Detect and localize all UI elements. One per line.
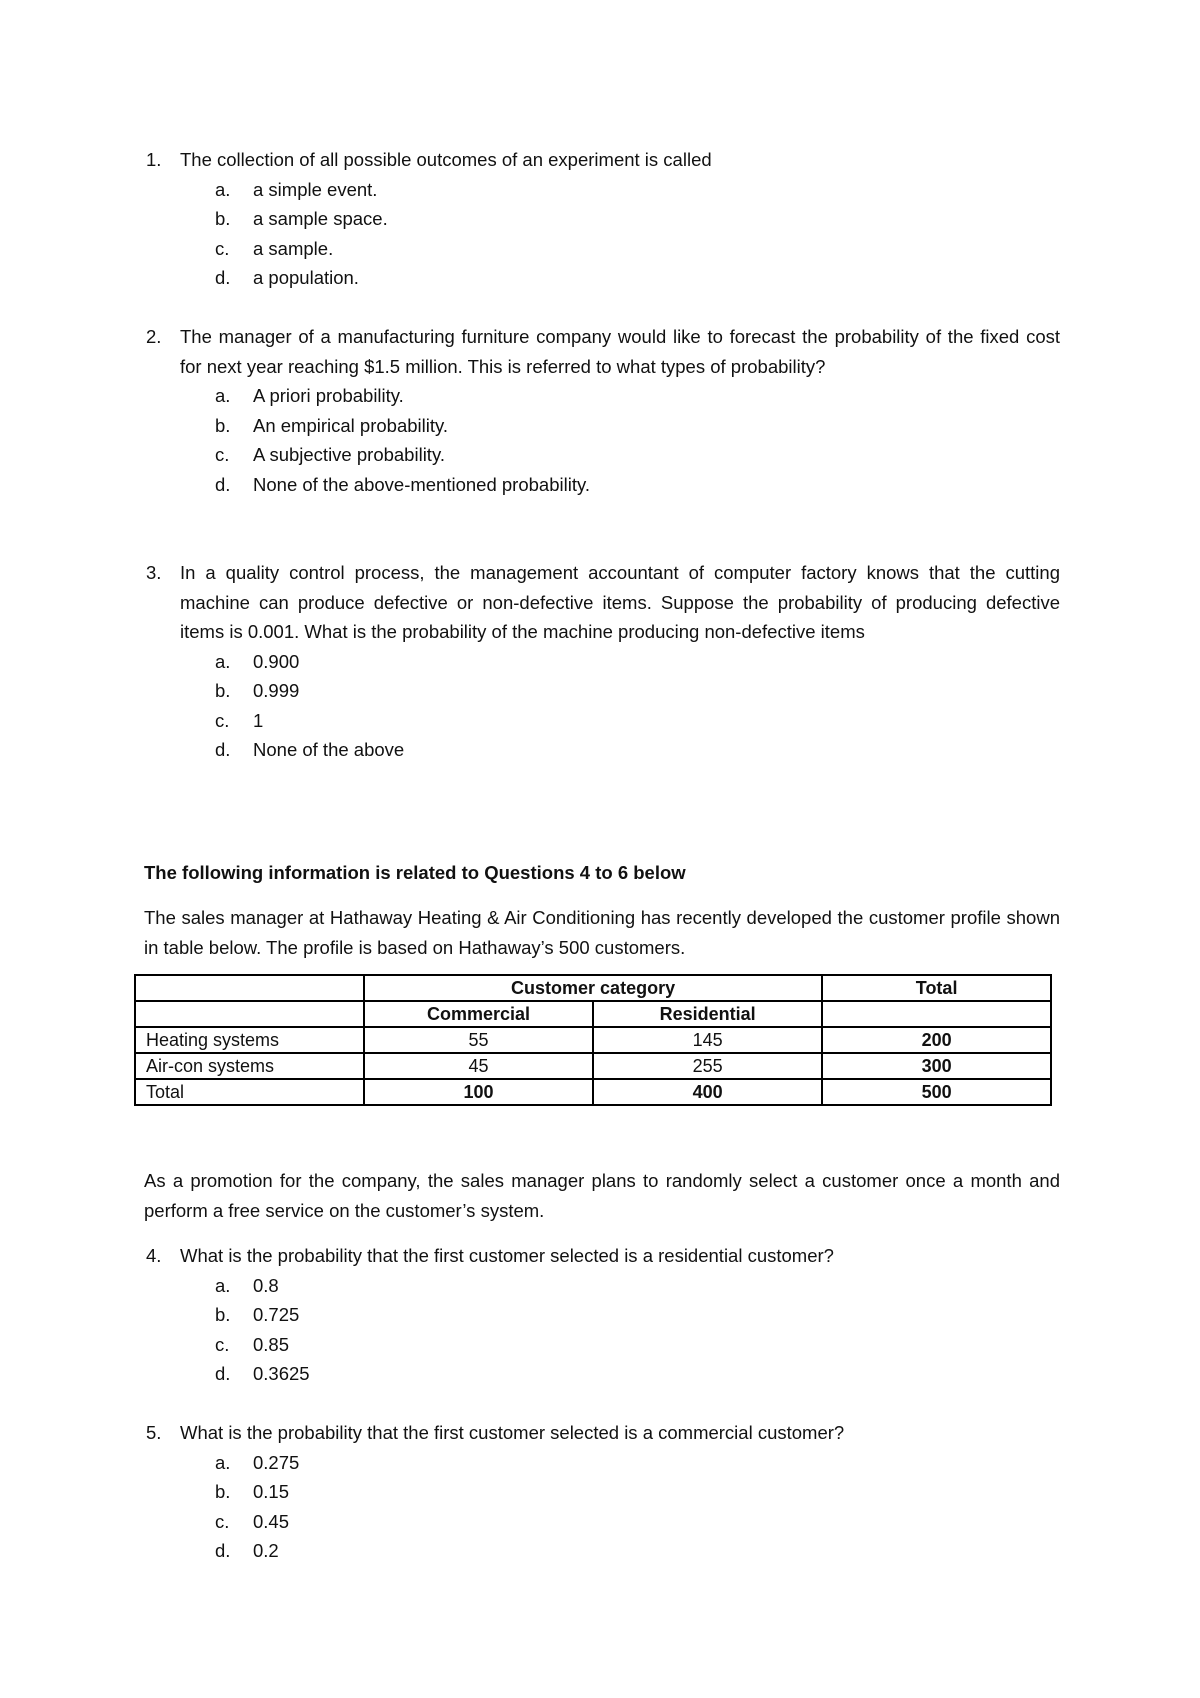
option-letter: a. <box>215 1451 231 1473</box>
question-number: 1. <box>146 149 162 170</box>
option-text: A priori probability. <box>253 385 404 406</box>
question-text: The manager of a manufacturing furniture company would like to forecast the probability of the fixed cost for next year reaching $1.5 million. This is referred to what types of probability? <box>180 326 1060 377</box>
option-text: 0.3625 <box>253 1363 310 1384</box>
option-letter: b. <box>215 1481 231 1502</box>
option-letter: b. <box>215 1304 231 1325</box>
option-text: A subjective probability. <box>253 444 445 465</box>
question-1 <box>146 145 1060 293</box>
option-letter: c. <box>215 237 230 259</box>
table-row <box>135 1027 1051 1053</box>
option-text: None of the above-mentioned probability. <box>253 473 590 495</box>
question-text: What is the probability that the first customer selected is a commercial customer? <box>180 1422 845 1443</box>
option-letter: c. <box>215 1333 230 1355</box>
option-b <box>180 411 1060 441</box>
table-subheader-empty <box>135 1001 364 1027</box>
option-a <box>180 1448 1060 1478</box>
option-list <box>180 647 1060 765</box>
option-letter: c. <box>215 444 230 465</box>
option-text: a population. <box>253 267 359 288</box>
cell-commercial: 55 <box>364 1027 593 1053</box>
cell-commercial: 100 <box>364 1079 593 1105</box>
question-number: 5. <box>146 1422 162 1443</box>
question-text: The collection of all possible outcomes of an experiment is called <box>180 149 712 170</box>
option-text: 0.8 <box>253 1274 279 1296</box>
option-a <box>180 175 1060 205</box>
option-d <box>180 1359 1060 1389</box>
option-c <box>180 1330 1060 1360</box>
option-c <box>180 1507 1060 1537</box>
option-a <box>180 1271 1060 1301</box>
question-number: 3. <box>146 562 162 583</box>
option-letter: a. <box>215 385 231 406</box>
promo-paragraph: As a promotion for the company, the sales manager plans to randomly select a customer once a month and perform a free service on the customer’s system. <box>144 1170 1060 1221</box>
question-text: What is the probability that the first customer selected is a residential customer? <box>180 1245 834 1266</box>
option-letter: b. <box>215 208 231 229</box>
option-text: a sample. <box>253 237 334 259</box>
option-list <box>180 381 1060 499</box>
question-3 <box>146 558 1060 765</box>
option-text: 0.15 <box>253 1481 290 1502</box>
cell-total: 200 <box>822 1027 1051 1053</box>
option-c <box>180 706 1060 736</box>
option-d <box>180 735 1060 765</box>
table-subheader-empty <box>822 1001 1051 1027</box>
question-2 <box>146 322 1060 499</box>
table-row <box>135 1053 1051 1079</box>
question-text: In a quality control process, the management accountant of computer factory knows that the cutting machine can produce defective or non-defective items. Suppose the probability of producing defective items is 0.001. What is the probability of the machine producing non-defective items <box>180 562 1060 642</box>
option-letter: d. <box>215 473 231 495</box>
option-text: 0.85 <box>253 1333 290 1355</box>
row-label: Heating systems <box>135 1027 364 1053</box>
question-number: 4. <box>146 1245 162 1266</box>
option-letter: d. <box>215 739 231 760</box>
option-letter: d. <box>215 267 231 288</box>
table-header-total: Total <box>822 975 1051 1001</box>
section-heading: The following information is related to Questions 4 to 6 below <box>144 862 686 883</box>
option-letter: b. <box>215 414 231 436</box>
option-text: 0.725 <box>253 1304 300 1325</box>
intro-paragraph: The sales manager at Hathaway Heating & Air Conditioning has recently developed the customer profile shown in table below. The profile is based on Hathaway’s 500 customers. <box>144 907 1060 958</box>
table-header-customer-category: Customer category <box>364 975 822 1001</box>
option-d <box>180 263 1060 293</box>
option-list <box>180 1448 1060 1566</box>
option-letter: c. <box>215 709 230 731</box>
option-letter: b. <box>215 680 231 701</box>
question-5 <box>146 1418 1060 1566</box>
option-text: An empirical probability. <box>253 414 449 436</box>
table-row <box>135 1079 1051 1105</box>
option-text: 0.45 <box>253 1510 290 1532</box>
option-letter: a. <box>215 178 231 200</box>
option-d <box>180 470 1060 500</box>
cell-residential: 400 <box>593 1079 822 1105</box>
question-4 <box>146 1241 1060 1389</box>
option-text: 0.2 <box>253 1540 279 1561</box>
table-subheader-residential: Residential <box>593 1001 822 1027</box>
option-a <box>180 647 1060 677</box>
option-a <box>180 381 1060 411</box>
option-b <box>180 676 1060 706</box>
table-header-row <box>135 975 1051 1001</box>
row-label: Air-con systems <box>135 1053 364 1079</box>
row-label: Total <box>135 1079 364 1105</box>
option-d <box>180 1536 1060 1566</box>
option-letter: a. <box>215 650 231 672</box>
cell-total: 300 <box>822 1053 1051 1079</box>
option-text: a simple event. <box>253 178 378 200</box>
option-letter: a. <box>215 1274 231 1296</box>
question-number: 2. <box>146 326 162 347</box>
cell-total: 500 <box>822 1079 1051 1105</box>
customer-profile-table <box>134 974 1052 1106</box>
cell-residential: 255 <box>593 1053 822 1079</box>
option-text: 0.275 <box>253 1451 300 1473</box>
option-text: a sample space. <box>253 208 388 229</box>
option-c <box>180 440 1060 470</box>
option-list <box>180 1271 1060 1389</box>
option-text: 0.900 <box>253 650 300 672</box>
cell-residential: 145 <box>593 1027 822 1053</box>
option-list <box>180 175 1060 293</box>
option-b <box>180 1477 1060 1507</box>
cell-commercial: 45 <box>364 1053 593 1079</box>
option-b <box>180 1300 1060 1330</box>
option-letter: c. <box>215 1510 230 1532</box>
option-text: None of the above <box>253 739 405 760</box>
option-c <box>180 234 1060 264</box>
table-subheader-commercial: Commercial <box>364 1001 593 1027</box>
option-text: 0.999 <box>253 680 300 701</box>
option-b <box>180 204 1060 234</box>
option-letter: d. <box>215 1363 231 1384</box>
table-subheader-row <box>135 1001 1051 1027</box>
option-letter: d. <box>215 1540 231 1561</box>
option-text: 1 <box>253 709 264 731</box>
table-header-empty <box>135 975 364 1001</box>
